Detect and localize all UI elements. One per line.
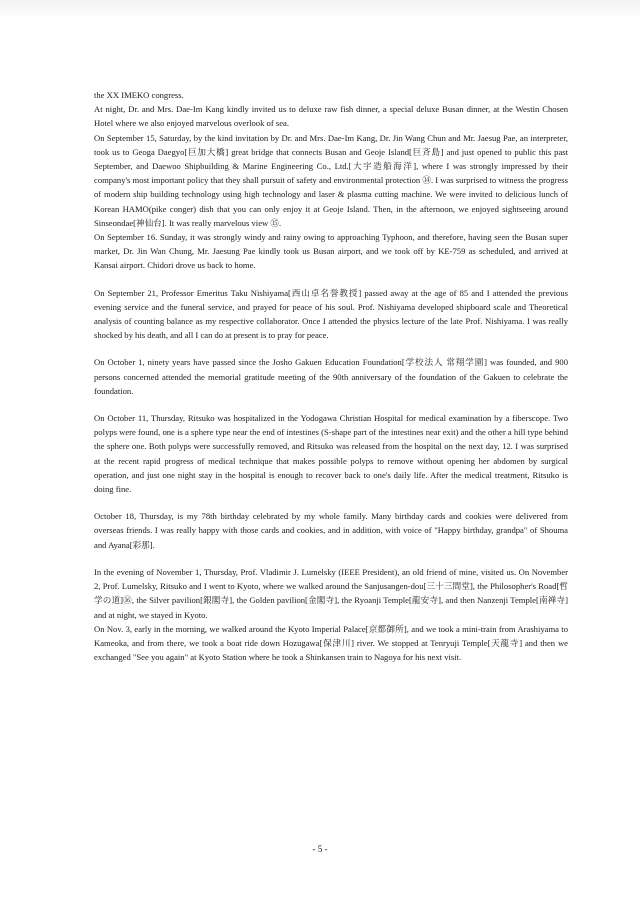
paragraph-october-1: On October 1, ninety years have passed since the Josho Gakuen Education Foundation[学校法人 常翔学園] was founded, and 900 persons concerned attended the memorial gratitude meeting of the 90th anniversary of the foundation of the Gakuen to celebrate the foundation. — [94, 357, 568, 396]
page-number: - 5 - — [312, 844, 328, 854]
paragraph-november-1: In the evening of November 1, Thursday, Prof. Vladimir J. Lumelsky (IEEE President), an old friend of mine, visited us. On November 2, Prof. Lumelsky, Ritsuko and I went to Kyoto, where we walked around the Sanjusangen-dou[三十三間堂], the Philosopher's Road[哲学の道]⑯, the Silver pavilion[銀閣寺], the Golden pavilion[金閣寺], the Ryoanji Temple[龍安寺], and then Nanzenji Temple[南禅寺] and at night, we stayed in Kyoto. — [94, 566, 568, 620]
paragraph-september-21: On September 21, Professor Emeritus Taku Nishiyama[西山卓名誉教授] passed away at the age of 85 and I attended the previous evening service and the funeral service, and prayed for peace of his soul. Prof. Nishiyama developed shipboard scale and Theoretical analysis of counting balance as my respective collaborator. Once I attended the physics lecture of the late Prof. Nishiyama. I was really shocked by his death, and all I can do at present is to pray for peace. — [94, 287, 568, 341]
paragraph-imeko-line: the XX IMEKO congress. — [94, 90, 184, 100]
paragraph-september-15: On September 15, Saturday, by the kind invitation by Dr. and Mrs. Dae-Im Kang, Dr. Jin Wang Chun and Mr. Jaesug Pae, an interpreter, took us to Geoga Daegyo[巨加大橋] great bridge that connects Busan and Geoje Island[巨斉島] and just opened to public this past September, and Daewoo Shipbuilding & Marine Engineering Co., Ltd.[大宇造船海洋], where I was strongly impressed by their company's most important policy that they shall pursuit of safety and environmental protection ⑭. I was surprised to witness the progress of modern ship building technology using high technology and laser & plasma cutting machine. We were invited to delicious lunch of Korean HAMO(pike conger) dish that you can only enjoy it at Geoje Island. Then, in the afternoon, we enjoyed sightseeing around Sinseondae[神仙台]. It was really marvelous view ⑮. — [94, 132, 568, 228]
paragraph-dinner: At night, Dr. and Mrs. Dae-Im Kang kindly invited us to deluxe raw fish dinner, a special deluxe Busan dinner, at the Westin Chosen Hotel where we also enjoyed marvelous overlook of sea. — [94, 104, 568, 129]
paragraph-october-18: October 18, Thursday, is my 78th birthday celebrated by my whole family. Many birthday cards and cookies were delivered from overseas friends. I was really happy with those cards and cookies, and in addition, with voice of "Happy birthday, grandpa" of Shouma and Ayana[彩那]. — [94, 511, 568, 550]
scan-edge — [0, 0, 640, 18]
paragraph-september-16: On September 16. Sunday, it was strongly windy and rainy owing to approaching Typhoon, and therefore, having seen the Busan super market, Dr. Jin Wan Chung, Mr. Jaesung Pae kindly took us Busan airport, and we took off by KE-759 as scheduled, and arrived at Kansai airport. Chidori drove us back to home. — [94, 232, 568, 271]
paragraph-november-3: On Nov. 3, early in the morning, we walked around the Kyoto Imperial Palace[京都御所], and we took a mini-train from Arashiyama to Kameoka, and from there, we took a boat ride down Hozugawa[保津川] river. We stopped at Tenryuji Temple[天龍寺] and then we exchanged "See you again" at Kyoto Station where he took a Shinkansen train to Nagoya for his next visit. — [94, 623, 568, 663]
paragraph-october-11: On October 11, Thursday, Ritsuko was hospitalized in the Yodogawa Christian Hospital for medical examination by a fiberscope. Two polyps were found, one is a sphere type near the end of intestines (S-shape part of the intestines near exit) and the other a hill type behind the sphere one. Both polyps were successfully removed, and Ritsuko was released from the hospital on the next day, 12. I was surprised at the recent rapid progress of medical technique that makes possible polyps to remove without opening her abdomen by surgical operation, and just one night stay in the hospital is enough to recover back to one's daily life. After the medical treatment, Ritsuko is doing fine. — [94, 413, 568, 495]
document-body — [94, 88, 568, 664]
